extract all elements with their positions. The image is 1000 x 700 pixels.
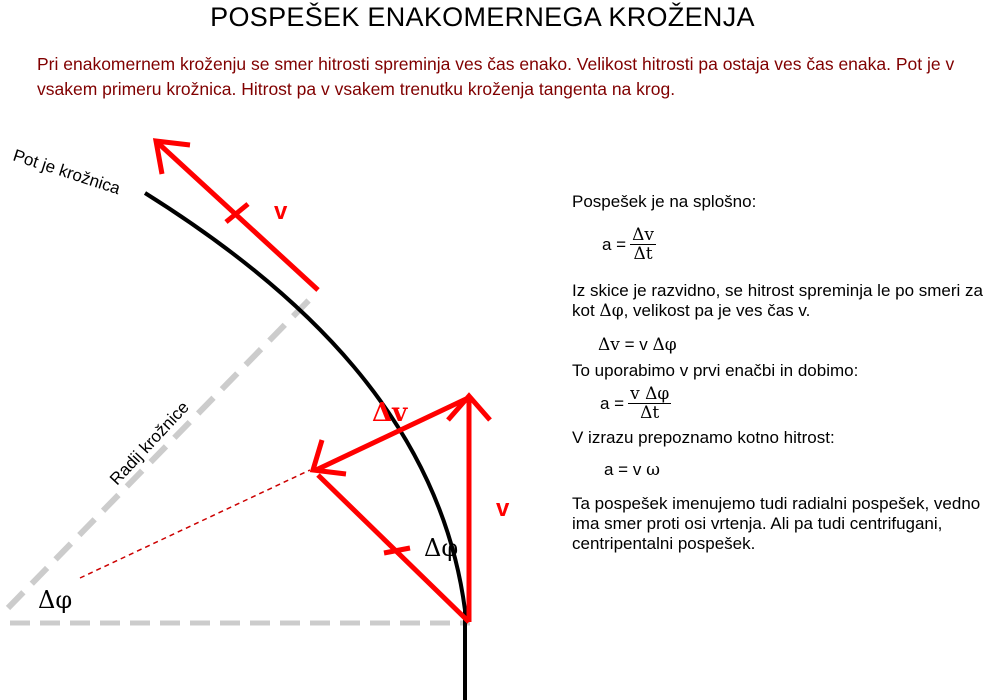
helper-line (80, 470, 310, 578)
line-recognize: V izrazu prepoznamo kotno hitrost: (572, 428, 835, 447)
v-label-top: v (274, 198, 288, 225)
explanation-panel (572, 192, 1000, 554)
eq1-lhs: a = (602, 234, 627, 254)
eq2-lhs: Δv (598, 335, 620, 355)
eq3-lhs: a = (600, 393, 625, 413)
page-title: POSPEŠEK ENAKOMERNEGA KROŽENJA (210, 2, 755, 32)
eq1-fraction (630, 226, 656, 263)
eq3-denominator: Δt (640, 403, 660, 423)
line-use: To uporabimo v prvi enačbi in dobimo: (572, 361, 859, 380)
line2-symbol: Δφ (599, 301, 624, 321)
eq3-numerator: v Δφ (630, 384, 670, 404)
line-general: Pospešek je na splošno: (572, 192, 757, 211)
path-label: Pot je krožnica (10, 145, 123, 199)
equation-delta-v (598, 335, 1000, 355)
radius-label: Radij krožnice (106, 397, 193, 489)
radius-line-diagonal (8, 298, 311, 608)
eq1-denominator: Δt (633, 244, 653, 264)
eq2-symbol: Δφ (652, 335, 677, 355)
eq4-symbol: ω (646, 460, 660, 480)
delta-phi-label-inner: Δφ (424, 534, 459, 562)
delta-phi-label-center: Δφ (38, 586, 73, 614)
equation-general (602, 226, 1000, 263)
eq2-rhs: = v (624, 335, 648, 354)
v-label-right: v (496, 495, 510, 522)
velocity-vector-right (448, 396, 490, 622)
intro-text: Pri enakomernem kroženju se smer hitrosti spreminja ves čas enako. Velikost hitrosti pa ostaja ves čas enaka. Pot je v vsakem primeru krožnica. Hitrost pa v vsakem trenutku kroženja tangenta na krog. (37, 54, 955, 99)
line-sketch (572, 281, 1000, 321)
eq4-lhs: a = v (604, 460, 642, 479)
line-radial: Ta pospešek imenujemo tudi radialni pospešek, vedno ima smer proti osi vrtenja. Ali pa tudi centrifugani, centripentalni pospešek. (572, 494, 981, 553)
eq3-fraction (628, 385, 671, 422)
line2-part-b: , velikost pa je ves čas v. (623, 301, 811, 320)
equation-result (600, 385, 1000, 422)
delta-v-label: Δv (372, 398, 408, 428)
eq1-numerator: Δv (632, 225, 654, 245)
line2-part-a: Iz skice je razvidno, se hitrost spreminja le po smeri za kot (572, 281, 983, 320)
equation-angular (604, 460, 1000, 480)
